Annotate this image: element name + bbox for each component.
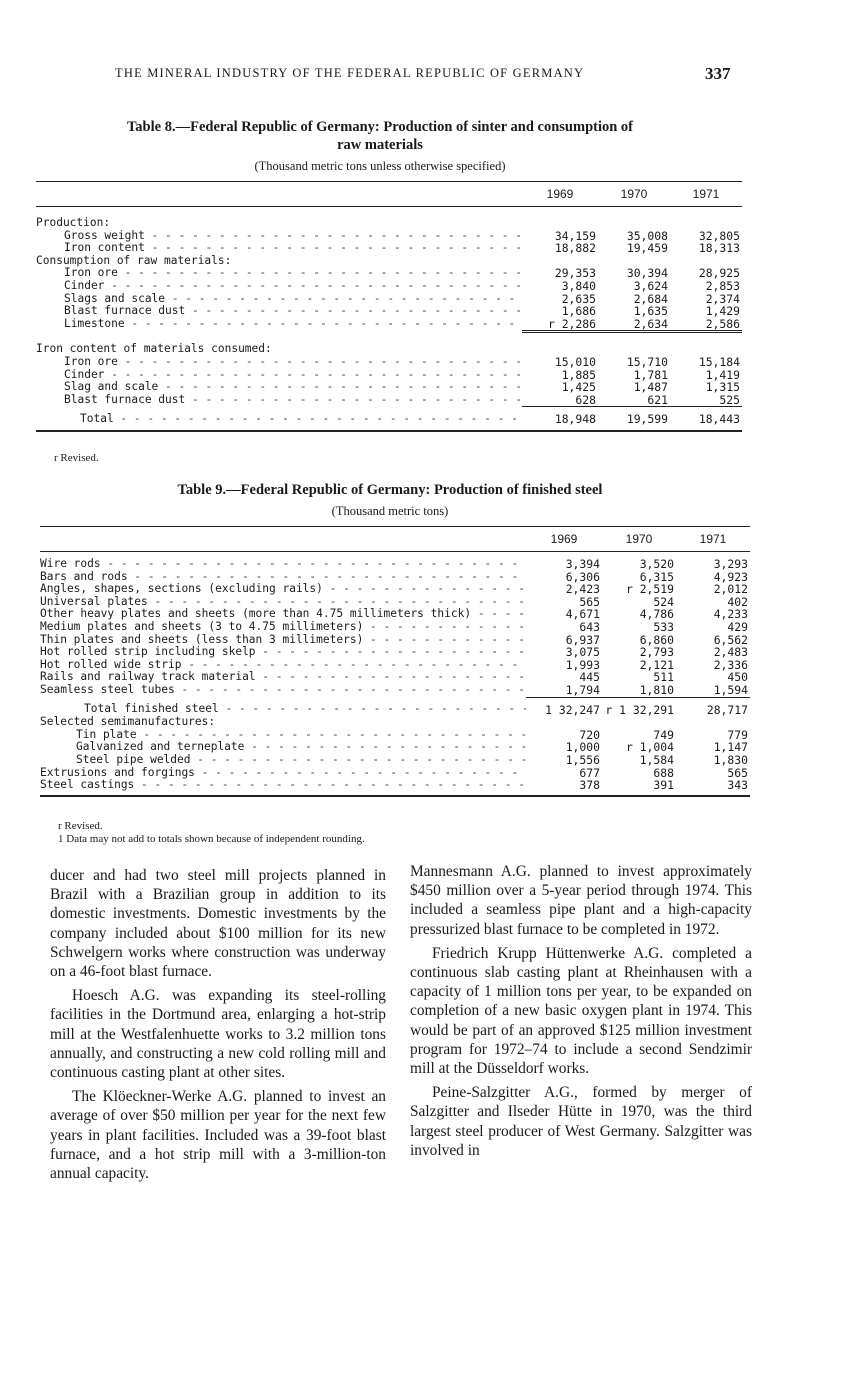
- table-row: [36, 356, 742, 369]
- cell: 1,000: [565, 741, 600, 754]
- row-label: Hot rolled wide strip - - -: [40, 659, 526, 671]
- table8: [36, 181, 742, 432]
- cell: 15,710: [626, 355, 668, 369]
- table-row: [36, 343, 742, 356]
- paragraph: Mannesmann A.G. planned to invest approximately $450 million over a 5-year period through 1974. This included a seamless pipe plant and a high-capacity pressurized blast furnace to be completed in 1972.: [410, 863, 752, 938]
- table8-header-row: [36, 182, 742, 207]
- cell: 1,429: [705, 305, 740, 318]
- table-row: [36, 280, 742, 293]
- cell: 1,810: [602, 684, 676, 697]
- cell: 378: [579, 779, 600, 793]
- cell: 28,717: [706, 702, 748, 717]
- cell: 450: [727, 671, 748, 684]
- table9-year: 1970: [625, 532, 653, 546]
- row-label: Blast furnace dust - - -: [64, 394, 522, 406]
- cell: 2,635: [561, 292, 596, 306]
- table-row: [40, 659, 750, 672]
- row-label: Blast furnace dust - - -: [64, 305, 522, 317]
- row-label: Other heavy plates and sheets (more than 4.75 millimeters thick) - - -: [40, 608, 526, 620]
- cell: 643: [579, 620, 600, 634]
- row-label: Cinder - - -: [64, 280, 522, 292]
- paragraph: Hoesch A.G. was expanding its steel-rolling facilities in the Dortmund area, enlarging a hot-strip mill at the Westfalenhuette works to 3.2 million tons annually, and constructing a new cold rolling mill and continuous casting plant at other sites.: [50, 987, 386, 1082]
- table-row: [40, 684, 750, 697]
- cell: 524: [653, 595, 674, 609]
- row-label: Extrusions and forgings - - -: [40, 767, 526, 779]
- cell: 2,374: [705, 292, 740, 306]
- table-row: [36, 318, 742, 332]
- cell: 391: [653, 779, 674, 793]
- cell: 565: [727, 766, 748, 780]
- cell: 1 32,247: [545, 702, 600, 717]
- paragraph: Friedrich Krupp Hüttenwerke A.G. completed a continuous slab casting plant at Rheinhausen with a capacity of 1 million tons per year, to be expanded on completion of a new basic oxygen plant in 1974. This would be part of an approved $125 million investment program for 1972–74 to include a second Sendzimir mill at the Düsseldorf works.: [410, 944, 752, 1078]
- cell: 3,624: [633, 279, 668, 293]
- cell: 6,860: [639, 633, 674, 647]
- table-row: [40, 634, 750, 647]
- table9-caption: Table 9.—Federal Republic of Germany: Production of finished steel: [177, 482, 603, 498]
- cell: 1,993: [565, 658, 600, 672]
- cell: 429: [727, 620, 748, 634]
- row-label: Thin plates and sheets (less than 3 millimeters) - - -: [40, 634, 526, 646]
- cell: 15,010: [554, 355, 596, 369]
- table-row: [36, 255, 742, 268]
- row-label: Iron content - - -: [64, 242, 522, 254]
- cell: 343: [727, 779, 748, 793]
- cell: 34,159: [554, 229, 596, 243]
- table-row: [40, 583, 750, 596]
- cell: 29,353: [554, 267, 596, 280]
- row-label: Medium plates and sheets (3 to 4.75 millimeters) - - -: [40, 621, 526, 633]
- paragraph: The Klöeckner-Werke A.G. planned to invest an average of over $50 million per year for the next few years in plant facilities. Included was a 39-foot blast furnace, and a hot strip mill with a 3-million-ton annual capacity.: [50, 1088, 386, 1183]
- cell: 2,684: [633, 292, 668, 306]
- table-row: [40, 608, 750, 621]
- table-row: [40, 671, 750, 684]
- row-label: Total - - -: [80, 412, 522, 425]
- row-label: Iron ore - - -: [64, 356, 522, 368]
- table9: [40, 526, 750, 797]
- table-row: [36, 369, 742, 382]
- table-row: [40, 754, 750, 767]
- cell: 749: [653, 728, 674, 742]
- cell: 1,556: [565, 753, 600, 767]
- cell: 3,520: [639, 558, 674, 571]
- table9-footnotes: [58, 820, 365, 846]
- table8-subtitle: (Thousand metric tons unless otherwise specified): [254, 159, 506, 173]
- cell: 4,923: [713, 570, 748, 584]
- cell: 2,336: [713, 658, 748, 672]
- cell: 1,635: [633, 305, 668, 318]
- row-label: Production:: [36, 217, 111, 229]
- table8-footnote: r Revised.: [54, 452, 99, 464]
- cell: 4,786: [639, 608, 674, 621]
- cell: 4,671: [565, 608, 600, 621]
- table9-subtitle: (Thousand metric tons): [331, 504, 449, 518]
- cell: 2,423: [565, 583, 600, 596]
- table-row: [36, 230, 742, 243]
- table-row: [40, 767, 750, 780]
- row-label: Hot rolled strip including skelp - - -: [40, 646, 526, 658]
- cell: 628: [522, 394, 598, 407]
- cell: 565: [579, 595, 600, 609]
- cell: 30,394: [626, 267, 668, 280]
- row-label: Universal plates - - -: [40, 596, 526, 608]
- table-row: [40, 646, 750, 659]
- table-row: [40, 741, 750, 754]
- row-label: Selected semimanufactures:: [40, 716, 216, 729]
- paragraph: Peine-Salzgitter A.G., formed by merger of Salzgitter and Ilseder Hütte in 1970, was the third largest steel producer of West Germany. Salzgitter was involved in: [410, 1084, 752, 1159]
- cell: r 1,004: [625, 741, 674, 754]
- cell: 6,937: [565, 633, 600, 647]
- row-label: Iron ore - - -: [64, 267, 522, 279]
- row-label: Slags and scale - - -: [64, 293, 522, 305]
- row-label: Tin plate - - -: [76, 729, 526, 741]
- table8-caption-line2: raw materials: [337, 137, 423, 153]
- table-row: [40, 596, 750, 609]
- cell: 1,487: [633, 381, 668, 394]
- table-row: [40, 779, 750, 796]
- cell: 3,075: [565, 646, 600, 659]
- table-row: [40, 571, 750, 584]
- running-header: THE MINERAL INDUSTRY OF THE FEDERAL REPUBLIC OF GERMANY: [115, 66, 585, 80]
- cell: 6,306: [565, 570, 600, 584]
- cell: 6,562: [713, 633, 748, 647]
- table8-caption-line1: Table 8.—Federal Republic of Germany: Production of sinter and consumption of: [126, 119, 634, 135]
- cell: 1,584: [639, 753, 674, 767]
- cell: 28,925: [698, 267, 740, 280]
- row-label: Steel pipe welded - - -: [76, 754, 526, 766]
- cell: 1,315: [705, 381, 740, 394]
- row-label: Cinder - - -: [64, 369, 522, 381]
- cell: 2,483: [713, 646, 748, 659]
- table-row: [40, 729, 750, 742]
- cell: 2,853: [705, 279, 740, 293]
- cell: 2,586: [670, 318, 742, 332]
- cell: 533: [653, 620, 674, 634]
- table-row: [36, 407, 742, 432]
- cell: 2,121: [639, 658, 674, 672]
- cell: 3,394: [565, 558, 600, 571]
- row-label: Bars and rods - - -: [40, 571, 526, 583]
- cell: 1,830: [713, 753, 748, 767]
- table8-caption: [60, 118, 700, 154]
- cell: 402: [727, 595, 748, 609]
- table-row: [36, 394, 742, 407]
- cell: 1,686: [561, 305, 596, 318]
- cell: 2,012: [713, 583, 748, 596]
- row-label: Slag and scale - - -: [64, 381, 522, 393]
- table8-year: 1969: [546, 187, 574, 201]
- row-label: Galvanized and terneplate - - -: [76, 741, 526, 753]
- cell: r 2,286: [522, 318, 598, 332]
- cell: 445: [579, 671, 600, 684]
- cell: 720: [579, 728, 600, 742]
- cell: 15,184: [698, 355, 740, 369]
- body-column-left: [50, 866, 386, 1183]
- table9-year: 1971: [699, 532, 727, 546]
- row-label: Steel castings - - -: [40, 779, 526, 791]
- cell: 1,425: [561, 381, 596, 394]
- table9-header-row: [40, 527, 750, 552]
- cell: 3,293: [713, 558, 748, 571]
- table-row: [36, 217, 742, 230]
- cell: 18,313: [698, 242, 740, 255]
- cell: 2,793: [639, 646, 674, 659]
- cell: 779: [727, 728, 748, 742]
- table-row: [36, 242, 742, 255]
- row-label: Gross weight - - -: [64, 230, 522, 242]
- cell: 6,315: [639, 570, 674, 584]
- row-label: Seamless steel tubes - - -: [40, 684, 526, 696]
- row-label: Iron content of materials consumed:: [36, 343, 272, 356]
- cell: r 2,519: [625, 583, 674, 596]
- cell: 4,233: [713, 608, 748, 621]
- cell: 18,443: [698, 412, 740, 427]
- page-number: 337: [705, 64, 731, 83]
- cell: 35,008: [626, 229, 668, 243]
- row-label: Angles, shapes, sections (excluding rails) - - -: [40, 583, 526, 595]
- row-label: Wire rods - - -: [40, 558, 526, 570]
- table-row: [36, 381, 742, 394]
- cell: 525: [670, 394, 742, 407]
- cell: 1,594: [676, 684, 750, 697]
- cell: 32,805: [698, 229, 740, 243]
- cell: 2,634: [598, 318, 670, 332]
- cell: 1,419: [705, 368, 740, 382]
- cell: 19,459: [626, 242, 668, 255]
- cell: r 1 32,291: [605, 702, 674, 717]
- table8-year: 1971: [692, 187, 720, 201]
- cell: 19,599: [626, 412, 668, 427]
- table-row: [36, 267, 742, 280]
- cell: 1,147: [713, 741, 748, 754]
- cell: 18,948: [554, 412, 596, 427]
- cell: 1,794: [526, 684, 602, 697]
- row-label: Total finished steel - - -: [84, 702, 526, 715]
- table-row: [40, 621, 750, 634]
- cell: 18,882: [554, 242, 596, 255]
- table8-year: 1970: [620, 187, 648, 201]
- cell: 688: [653, 766, 674, 780]
- body-column-right: [410, 862, 752, 1160]
- cell: 1,781: [633, 368, 668, 382]
- cell: 621: [598, 394, 670, 407]
- row-label: Consumption of raw materials:: [36, 254, 232, 267]
- table-row: [36, 293, 742, 306]
- cell: 677: [579, 766, 600, 780]
- table9-footnote-rounding: 1 Data may not add to totals shown because of independent rounding.: [58, 833, 365, 845]
- row-label: Rails and railway track material - - -: [40, 671, 526, 683]
- cell: 511: [653, 671, 674, 684]
- paragraph: ducer and had two steel mill projects planned in Brazil with a Brazilian group in addition to its domestic investments. Domestic investments by the company included about $100 million for its new Schwelgern works where construction was underway on a 46-foot blast furnace.: [50, 867, 386, 981]
- row-label: Limestone - - -: [64, 318, 522, 330]
- table-row: [40, 558, 750, 571]
- table-row: [40, 716, 750, 729]
- cell: 1,885: [561, 368, 596, 382]
- table-row: [36, 305, 742, 318]
- table9-year: 1969: [550, 532, 578, 546]
- cell: 3,840: [561, 279, 596, 293]
- table-row: [40, 697, 750, 716]
- table9-footnote-revised: r Revised.: [58, 820, 103, 832]
